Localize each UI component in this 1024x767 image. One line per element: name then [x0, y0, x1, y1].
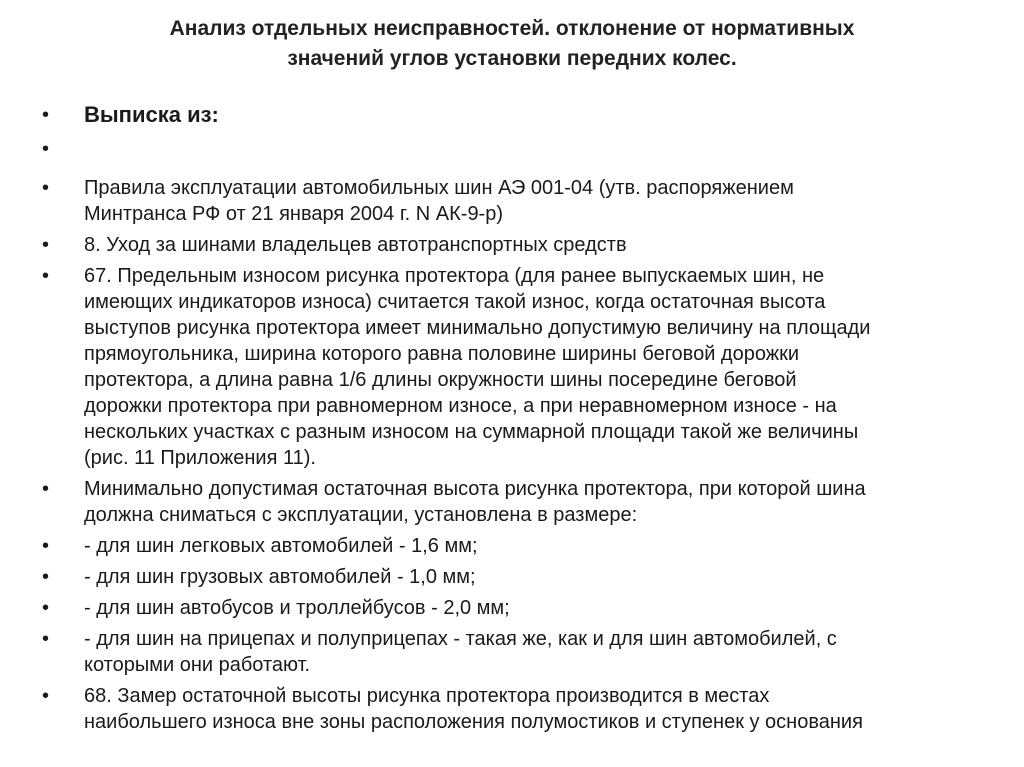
list-item-text — [84, 595, 994, 621]
bullet-dot: • — [42, 597, 50, 619]
list-item — [0, 136, 1024, 162]
text-line: Минтранса РФ от 21 января 2004 г. N АК-9-р) — [84, 203, 504, 225]
list-item — [0, 232, 1024, 258]
text-line: должна сниматься с эксплуатации, установлена в размере: — [84, 504, 638, 526]
bullet-dot: • — [42, 685, 50, 707]
bullet-dot: • — [42, 628, 50, 650]
list-item-text — [84, 100, 994, 130]
list-item-text — [84, 564, 994, 590]
bullet-dot: • — [42, 234, 50, 256]
bullet-dot: • — [42, 478, 50, 500]
text-line: - для шин автобусов и троллейбусов - 2,0 мм; — [84, 597, 510, 619]
list-item — [0, 626, 1024, 678]
list-item — [0, 595, 1024, 621]
list-item-text — [84, 533, 994, 559]
slide-title — [40, 14, 984, 74]
text-line: 67. Предельным износом рисунка протектора (для ранее выпускаемых шин, не — [84, 265, 825, 287]
text-line: 68. Замер остаточной высоты рисунка протектора производится в местах — [84, 685, 770, 707]
slide-title-line: Анализ отдельных неисправностей. отклонение от нормативных — [169, 17, 855, 40]
bullet-dot: • — [42, 138, 50, 160]
text-line: нескольких участках с разным износом на суммарной площади такой же величины — [84, 421, 859, 443]
list-item-text — [84, 683, 994, 735]
text-line: Правила эксплуатации автомобильных шин АЭ 001-04 (утв. распоряжением — [84, 177, 794, 199]
bullet-dot: • — [42, 104, 50, 126]
bullet-dot: • — [42, 265, 50, 287]
text-line: прямоугольника, ширина которого равна половине ширины беговой дорожки — [84, 343, 800, 365]
text-line: Минимально допустимая остаточная высота рисунка протектора, при которой шина — [84, 478, 866, 500]
text-line: протектора, а длина равна 1/6 длины окружности шины посередине беговой — [84, 369, 797, 391]
bullet-dot: • — [42, 566, 50, 588]
list-item-text — [84, 175, 994, 227]
list-item-text — [84, 476, 994, 528]
text-line: имеющих индикаторов износа) считается такой износ, когда остаточная высота — [84, 291, 826, 313]
list-item-text — [84, 263, 994, 471]
list-item — [0, 263, 1024, 471]
text-line: - для шин на прицепах и полуприцепах - такая же, как и для шин автомобилей, с — [84, 628, 837, 650]
text-line: - для шин грузовых автомобилей - 1,0 мм; — [84, 566, 476, 588]
text-line: которыми они работают. — [84, 654, 311, 676]
text-line: наибольшего износа вне зоны расположения полумостиков и ступенек у основания — [84, 711, 863, 733]
text-line: - для шин легковых автомобилей - 1,6 мм; — [84, 535, 478, 557]
bullet-dot: • — [42, 177, 50, 199]
list-item — [0, 533, 1024, 559]
list-item — [0, 476, 1024, 528]
text-line: Выписка из: — [84, 102, 219, 127]
list-item — [0, 564, 1024, 590]
bullet-dot: • — [42, 535, 50, 557]
slide-title-line: значений углов установки передних колес. — [287, 47, 737, 70]
text-line: 8. Уход за шинами владельцев автотранспортных средств — [84, 234, 627, 256]
text-line: дорожки протектора при равномерном износе, а при неравномерном износе - на — [84, 395, 837, 417]
list-item-text — [84, 626, 994, 678]
list-item — [0, 175, 1024, 227]
list-heading — [0, 100, 1024, 130]
bullet-list — [0, 100, 1024, 740]
text-line: выступов рисунка протектора имеет минимально допустимую величину на площади — [84, 317, 871, 339]
list-item — [0, 683, 1024, 735]
text-line: (рис. 11 Приложения 11). — [84, 447, 316, 469]
list-item-text — [84, 232, 994, 258]
